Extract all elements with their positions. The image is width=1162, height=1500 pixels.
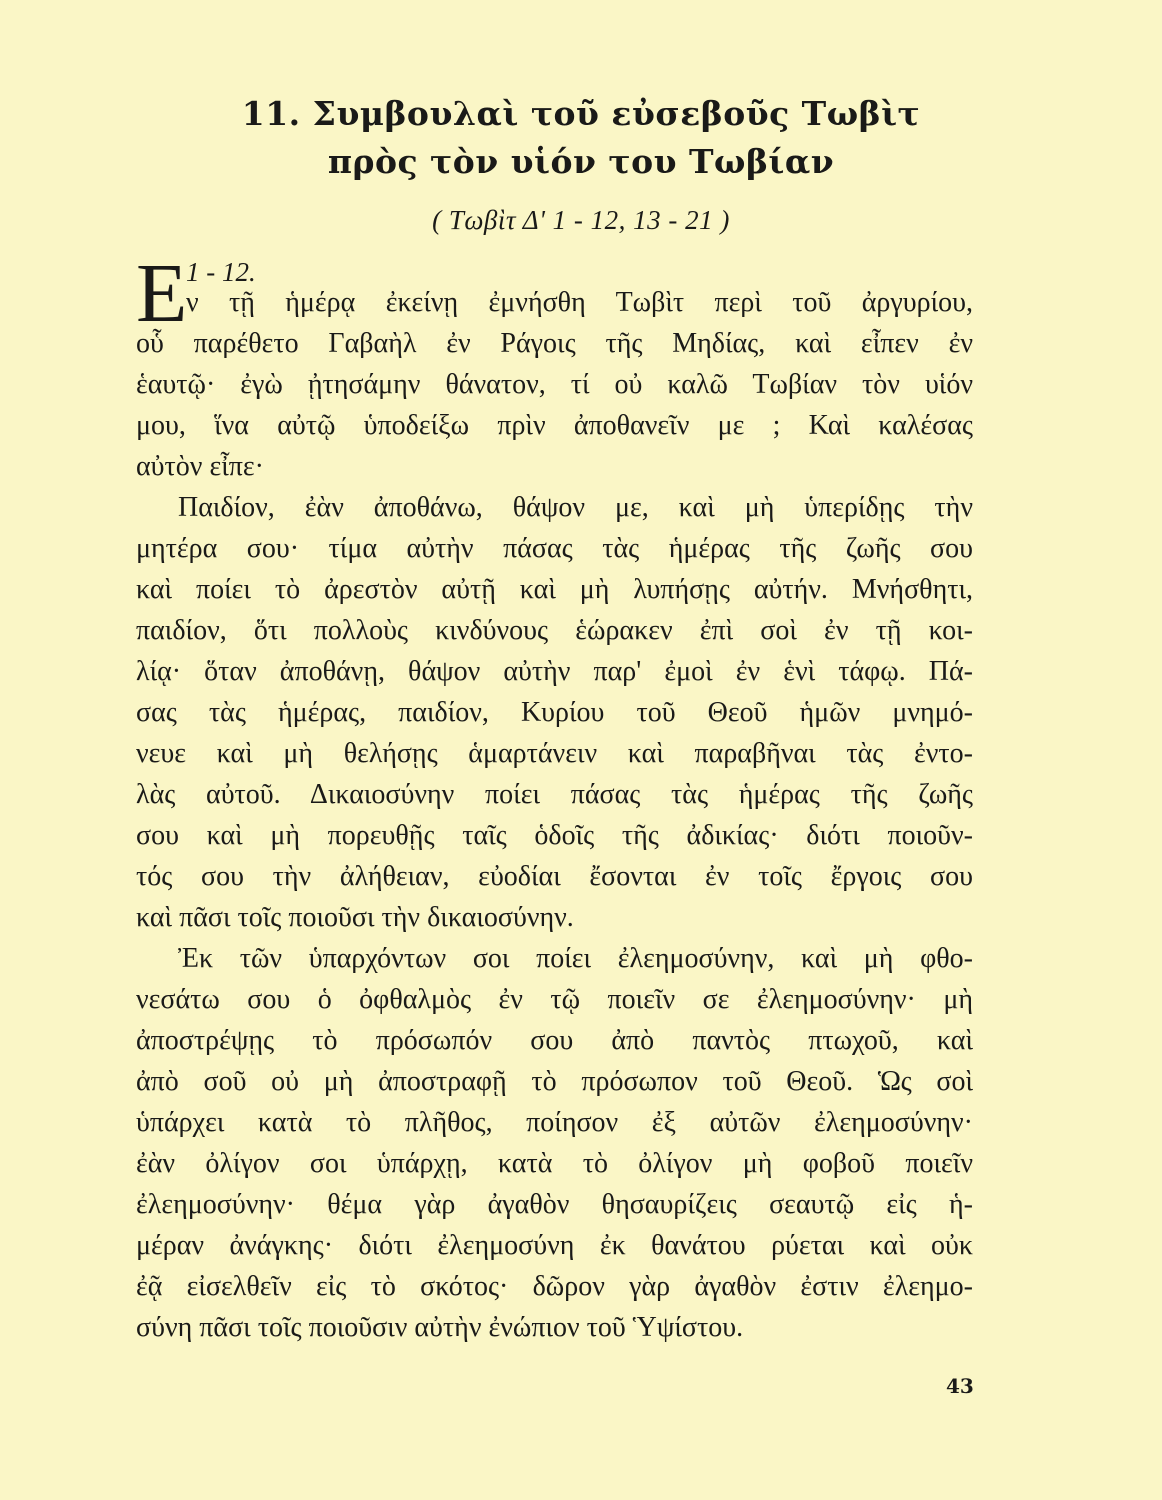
body-line: ἐὰν ὀλίγον σοι ὑπάρχῃ, κατὰ τὸ ὀλίγον μὴ φοβοῦ ποιεῖν [136, 1148, 973, 1179]
body-line: λὰς αὐτοῦ. Δικαιοσύνην ποίει πάσας τὰς ἡμέρας τῆς ζωῆς [136, 779, 973, 810]
body-line: μέραν ἀνάγκης· διότι ἐλεημοσύνη ἐκ θανάτου ρύεται καὶ οὐκ [136, 1230, 973, 1261]
body-line: τός σου τὴν ἀλήθειαν, εὐοδίαι ἔσονται ἐν τοῖς ἔργοις σου [136, 861, 973, 892]
body-line: σύνη πᾶσι τοῖς ποιοῦσιν αὐτὴν ἐνώπιον τοῦ Ὑψίστου. [136, 1312, 744, 1343]
body-line: αὐτὸν εἶπε· [136, 451, 264, 482]
body-line: ὑπάρχει κατὰ τὸ πλῆθος, ποίησον ἐξ αὐτῶν ἐλεημοσύνην· [136, 1107, 973, 1138]
body-line: ἐλεημοσύνην· θέμα γὰρ ἀγαθὸν θησαυρίζεις σεαυτῷ εἰς ἡ- [136, 1189, 973, 1220]
body-line: ἀποστρέψῃς τὸ πρόσωπόν σου ἀπὸ παντὸς πτωχοῦ, καὶ [136, 1025, 973, 1056]
body-line: ἀπὸ σοῦ οὐ μὴ ἀποστραφῇ τὸ πρόσωπον τοῦ Θεοῦ. Ὡς σοὶ [136, 1066, 973, 1097]
body-line: σας τὰς ἡμέρας, παιδίον, Κυρίου τοῦ Θεοῦ ἡμῶν μνημό- [136, 697, 973, 728]
chapter-title-line-2: πρὸς τὸν υἱόν του Τωβίαν [327, 142, 835, 181]
body-line: νεσάτω σου ὁ ὀφθαλμὸς ἐν τῷ ποιεῖν σε ἐλεημοσύνην· μὴ [136, 984, 973, 1015]
scripture-reference: ( Τωβὶτ Δ' 1 - 12, 13 - 21 ) [432, 205, 730, 235]
body-line: μητέρα σου· τίμα αὐτὴν πάσας τὰς ἡμέρας τῆς ζωῆς σου [136, 533, 973, 564]
body-line: καὶ ποίει τὸ ἀρεστὸν αὐτῇ καὶ μὴ λυπήσῃς αὐτήν. Μνήσθητι, [136, 574, 973, 605]
body-line: ν τῇ ἡμέρᾳ ἐκείνῃ ἐμνήσθη Τωβὶτ περὶ τοῦ ἀργυρίου, [186, 287, 973, 318]
body-line: μου, ἵνα αὐτῷ ὑποδείξω πρὶν ἀποθανεῖν με ; Καὶ καλέσας [136, 410, 973, 441]
body-line: Παιδίον, ἐὰν ἀποθάνω, θάψον με, καὶ μὴ ὑπερίδῃς τὴν [178, 492, 973, 523]
body-line: σου καὶ μὴ πορευθῇς ταῖς ὁδοῖς τῆς ἀδικίας· διότι ποιοῦν- [136, 820, 973, 851]
body-line: ἐᾷ εἰσελθεῖν εἰς τὸ σκότος· δῶρον γὰρ ἀγαθὸν ἐστιν ἐλεημο- [136, 1271, 973, 1302]
body-line: οὗ παρέθετο Γαβαὴλ ἐν Ράγοις τῆς Μηδίας, καὶ εἶπεν ἐν [136, 328, 973, 359]
body-line: καὶ πᾶσι τοῖς ποιοῦσι τὴν δικαιοσύνην. [136, 902, 574, 933]
chapter-title-line-1: 11. Συμβουλαὶ τοῦ εὐσεβοῦς Τωβὶτ [241, 94, 921, 133]
body-line: Ἐκ τῶν ὑπαρχόντων σοι ποίει ἐλεημοσύνην, καὶ μὴ φθο- [178, 943, 973, 974]
body-line: λίᾳ· ὅταν ἀποθάνῃ, θάψον αὐτὴν παρ' ἐμοὶ ἐν ἑνὶ τάφῳ. Πά- [136, 656, 973, 687]
verse-range: 1 - 12. [186, 257, 256, 287]
page-number: 43 [946, 1374, 974, 1398]
body-line: παιδίον, ὅτι πολλοὺς κινδύνους ἑώρακεν ἐπὶ σοὶ ἐν τῇ κοι- [136, 615, 973, 646]
drop-cap-letter: Ε [136, 247, 188, 340]
body-line: ἑαυτῷ· ἐγὼ ᾐτησάμην θάνατον, τί οὐ καλῶ Τωβίαν τὸν υἱόν [136, 369, 973, 400]
body-line: νευε καὶ μὴ θελήσῃς ἁμαρτάνειν καὶ παραβῆναι τὰς ἐντο- [136, 738, 973, 769]
